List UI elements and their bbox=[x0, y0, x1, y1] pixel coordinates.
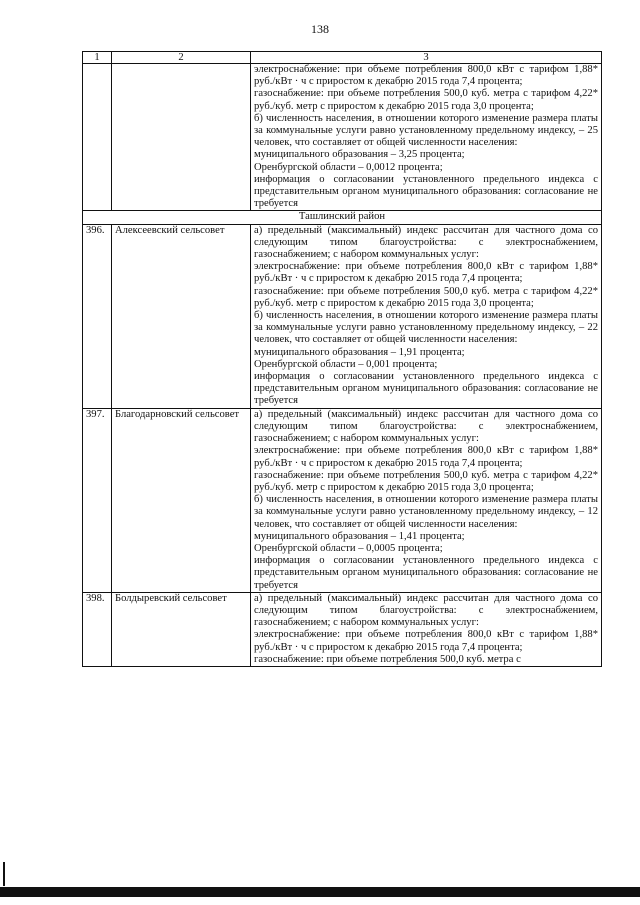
paragraph: муниципального образования – 1,41 процента; bbox=[254, 530, 465, 542]
paragraph: информация о согласовании установленного предельного индекса с представительным органом муниципального образования: согласование не требуется bbox=[254, 555, 598, 591]
settlement-name-cell bbox=[112, 64, 251, 211]
description-cell bbox=[251, 408, 602, 592]
row-number: 397. bbox=[83, 408, 112, 592]
header-col-1: 1 bbox=[83, 52, 112, 64]
paragraph: информация о согласовании установленного предельного индекса с представительным органом муниципального образования: согласование не требуется bbox=[254, 371, 598, 407]
settlement-name: Алексеевский сельсовет bbox=[112, 224, 251, 408]
paragraph: Оренбургской области – 0,001 процента; bbox=[254, 358, 438, 370]
paragraph: газоснабжение: при объеме потребления 500,0 куб. метра с тарифом 4,22* руб./куб. метр с приростом к декабрю 2015 года 3,0 процента; bbox=[254, 88, 598, 112]
description-cell bbox=[251, 224, 602, 408]
description-cell bbox=[251, 64, 602, 211]
paragraph: электроснабжение: при объеме потребления 800,0 кВт с тарифом 1,88* руб./кВт · ч с приростом к декабрю 2015 года 7,4 процента; bbox=[254, 64, 598, 88]
table-row-continued bbox=[83, 64, 602, 211]
table-row bbox=[83, 224, 602, 408]
paragraph: информация о согласовании установленного предельного индекса с представительным органом муниципального образования: согласование не требуется bbox=[254, 173, 598, 210]
paragraph: газоснабжение: при объеме потребления 500,0 куб. метра с bbox=[254, 653, 521, 665]
paragraph: б) численность населения, в отношении которого изменение размера платы за коммунальные услуги равно установленному предельному индексу, – 25 человек, что составляет от общей численности населения: bbox=[254, 112, 598, 149]
paragraph: электроснабжение: при объеме потребления 800,0 кВт с тарифом 1,88* руб./кВт · ч с приростом к декабрю 2015 года 7,4 процента; bbox=[254, 445, 598, 469]
district-row bbox=[83, 211, 602, 224]
paragraph: б) численность населения, в отношении которого изменение размера платы за коммунальные услуги равно установленному предельному индексу, – 12 человек, что составляет от общей численности населения: bbox=[254, 494, 598, 530]
page-number: 138 bbox=[311, 22, 329, 36]
settlement-name: Болдыревский сельсовет bbox=[112, 592, 251, 666]
paragraph: б) численность населения, в отношении которого изменение размера платы за коммунальные услуги равно установленному предельному индексу, – 22 человек, что составляет от общей численности населения: bbox=[254, 310, 598, 346]
paragraph: газоснабжение: при объеме потребления 500,0 куб. метра с тарифом 4,22* руб./куб. метр с приростом к декабрю 2015 года 3,0 процента; bbox=[254, 285, 598, 309]
row-number: 396. bbox=[83, 224, 112, 408]
tariff-index-table bbox=[82, 51, 602, 667]
paragraph: газоснабжение: при объеме потребления 500,0 куб. метра с тарифом 4,22* руб./куб. метр с приростом к декабрю 2015 года 3,0 процента; bbox=[254, 469, 598, 493]
paragraph: муниципального образования – 1,91 процента; bbox=[254, 346, 465, 358]
paragraph: а) предельный (максимальный) индекс рассчитан для частного дома со следующим типом благоустройства: с электроснабжением, газоснабжением; с набором коммунальных услуг: bbox=[254, 408, 598, 445]
table-row bbox=[83, 592, 602, 666]
header-col-2: 2 bbox=[112, 52, 251, 64]
row-number-cell bbox=[83, 64, 112, 211]
scan-bottom-bar bbox=[0, 887, 640, 897]
paragraph: а) предельный (максимальный) индекс рассчитан для частного дома со следующим типом благоустройства: с электроснабжением, газоснабжением; с набором коммунальных услуг: bbox=[254, 592, 598, 629]
table-row bbox=[83, 408, 602, 592]
header-col-3: 3 bbox=[251, 52, 602, 64]
paragraph: электроснабжение: при объеме потребления 800,0 кВт с тарифом 1,88* руб./кВт · ч с приростом к декабрю 2015 года 7,4 процента; bbox=[254, 629, 598, 653]
paragraph: а) предельный (максимальный) индекс рассчитан для частного дома со следующим типом благоустройства: с электроснабжением, газоснабжением; с набором коммунальных услуг: bbox=[254, 224, 598, 261]
paragraph: электроснабжение: при объеме потребления 800,0 кВт с тарифом 1,88* руб./кВт · ч с приростом к декабрю 2015 года 7,4 процента; bbox=[254, 261, 598, 285]
table-header-row bbox=[83, 52, 602, 64]
paragraph: Оренбургской области – 0,0005 процента; bbox=[254, 542, 443, 554]
paragraph: Оренбургской области – 0,0012 процента; bbox=[254, 161, 443, 173]
row-number: 398. bbox=[83, 592, 112, 666]
district-heading: Ташлинский район bbox=[83, 211, 602, 224]
scan-edge-mark bbox=[3, 862, 5, 886]
settlement-name: Благодарновский сельсовет bbox=[112, 408, 251, 592]
description-cell bbox=[251, 592, 602, 666]
paragraph: муниципального образования – 3,25 процента; bbox=[254, 149, 465, 161]
